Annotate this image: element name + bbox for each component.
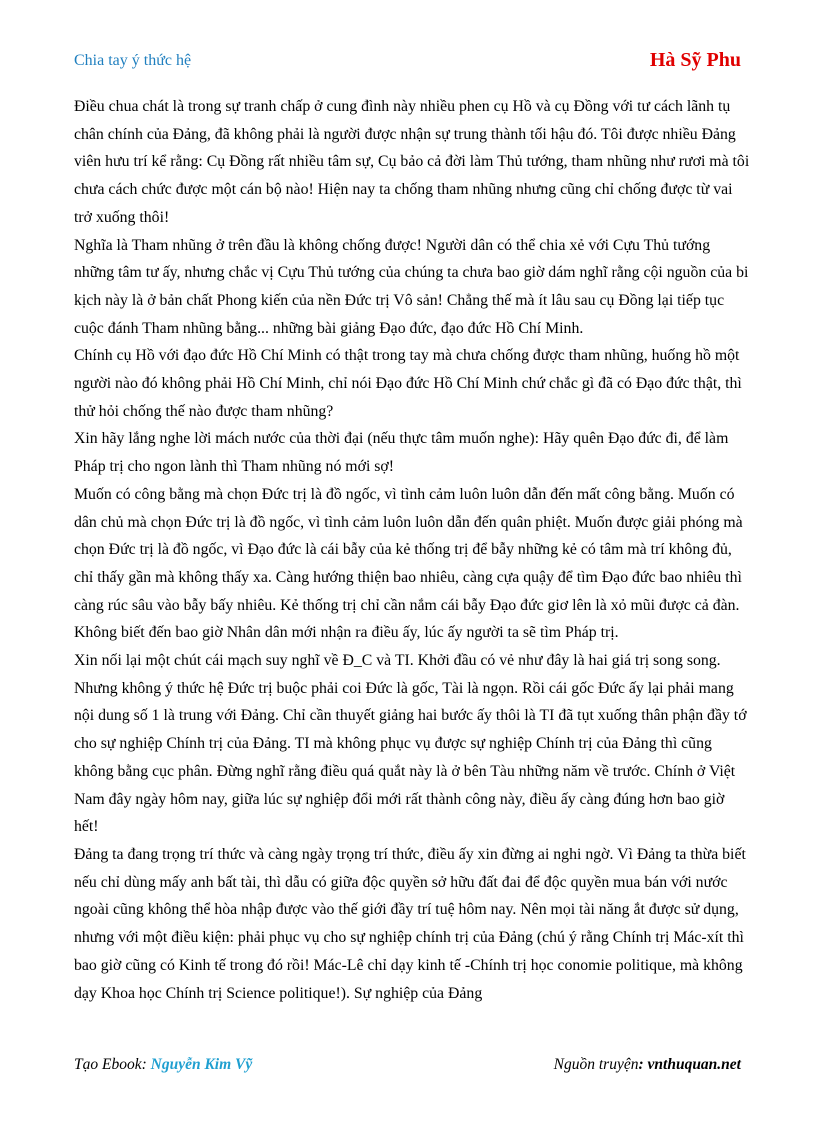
running-header-author: Hà Sỹ Phu xyxy=(649,49,741,71)
footer-ebook-author: Nguyễn Kim Vỹ xyxy=(150,1056,253,1073)
paragraph: Chính cụ Hồ với đạo đức Hồ Chí Minh có thật trong tay mà chưa chống được tham nhũng, huống hồ một người nào đó không phải Hồ Chí Minh, chỉ nói Đạo đức Hồ Chí Minh chứ chắc gì đã có Đạo đức thật, thì thử hỏi chống thế nào được tham nhũng? xyxy=(74,347,742,420)
paragraph: Xin hãy lắng nghe lời mách nước của thời đại (nếu thực tâm muốn nghe): Hãy quên Đạo đức đi, để làm Pháp trị cho ngon lành thì Tham nhũng nó mới sợ! xyxy=(74,430,729,476)
footer-source-separator: : xyxy=(638,1056,648,1073)
paragraph: Điều chua chát là trong sự tranh chấp ở cung đình này nhiều phen cụ Hồ và cụ Đồng với tư cách lãnh tụ chân chính của Đảng, đã không phải là người được nhận sự trung thành tối hậu đó. Tôi được nhiều Đảng viên hưu trí kể rằng: Cụ Đồng rất nhiều tâm sự, Cụ bảo cả đời làm Thủ tướng, tham nhũng như rươi mà tôi chưa cách chức được một cán bộ nào! Hiện nay ta chống tham nhũng nhưng cũng chỉ chống được từ vai trở xuống thôi! xyxy=(74,98,750,226)
paragraph: Nghĩa là Tham nhũng ở trên đầu là không chống được! Người dân có thể chia xẻ với Cựu Thủ tướng những tâm tư ấy, nhưng chắc vị Cựu Thủ tướng của chúng ta chưa bao giờ dám nghĩ rằng cội nguồn của bi kịch này là ở bản chất Phong kiến của nền Đức trị Vô sản! Chẳng thế mà ít lâu sau cụ Đồng lại tiếp tục cuộc đánh Tham nhũng bằng... những bài giảng Đạo đức, đạo đức Hồ Chí Minh. xyxy=(74,236,749,337)
footer-ebook-label: Tạo Ebook xyxy=(74,1056,142,1073)
paragraph: Muốn có công bằng mà chọn Đức trị là đồ ngốc, vì tình cảm luôn luôn dẫn đến mất công bằng. Muốn có dân chủ mà chọn Đức trị là đồ ngốc, vì tình cảm luôn luôn dẫn đến quân phiệt. Muốn được giải phóng mà chọn Đức trị là đồ ngốc, vì Đạo đức là cái bẫy của kẻ thống trị để bẫy những kẻ có tâm mà trí không đủ, chỉ thấy gần mà không thấy xa. Càng hướng thiện bao nhiêu, càng cựa quậy để tìm Đạo đức bao nhiêu thì càng rúc sâu vào bẫy bấy nhiêu. Kẻ thống trị chỉ cần nắm cái bẫy Đạo đức giơ lên là xỏ mũi được cả đàn. Không biết đến bao giờ Nhân dân mới nhận ra điều ấy, lúc ấy người ta sẽ tìm Pháp trị. xyxy=(74,485,743,642)
footer-source-credit xyxy=(554,1056,741,1074)
footer-source-label: Nguồn truyện xyxy=(553,1056,639,1073)
running-header-title: Chia tay ý thức hệ xyxy=(74,52,192,69)
footer-ebook-credit xyxy=(74,1056,252,1074)
footer-ebook-separator: : xyxy=(141,1056,151,1073)
paragraph: Xin nối lại một chút cái mạch suy nghĩ về Đ_C và TI. Khởi đầu có vẻ như đây là hai giá trị song song. Nhưng không ý thức hệ Đức trị buộc phải coi Đức là gốc, Tài là ngọn. Rồi cái gốc Đức ấy lại phải mang nội dung số 1 là trung với Đảng. Chỉ cần thuyết giảng hai bước ấy thôi là TI đã tụt xuống thân phận đầy tớ cho sự nghiệp Chính trị của Đảng. TI mà không phục vụ được sự nghiệp Chính trị của Đảng thì cũng không bằng cục phân. Đừng nghĩ rằng điều quá quắt này là ở bên Tàu những năm về trước. Chính ở Việt Nam đây ngày hôm nay, giữa lúc sự nghiệp đổi mới rất thành công này, điều ấy càng đúng hơn bao giờ hết! xyxy=(74,652,747,836)
body-text xyxy=(74,93,750,1007)
footer-source-site: vnthuquan.net xyxy=(647,1056,741,1073)
paragraph: Đảng ta đang trọng trí thức và càng ngày trọng trí thức, điều ấy xin đừng ai nghi ngờ. Vì Đảng ta thừa biết nếu chỉ dùng mấy anh bất tài, thì dẫu có giữa độc quyền sở hữu đất đai để độc quyền mua bán với nước ngoài cũng không thể hòa nhập được vào thế giới đầy trí tuệ hôm nay. Nên mọi tài năng ắt được sử dụng, nhưng với một điều kiện: phải phục vụ cho sự nghiệp chính trị của Đảng (chú ý rằng Chính trị Mác-xít thì bao giờ cũng có Kinh tế trong đó rồi! Mác-Lê chỉ dạy kinh tế -Chính trị học conomie politique, mà không dạy Khoa học Chính trị Science politique!). Sự nghiệp của Đảng xyxy=(74,845,746,1002)
